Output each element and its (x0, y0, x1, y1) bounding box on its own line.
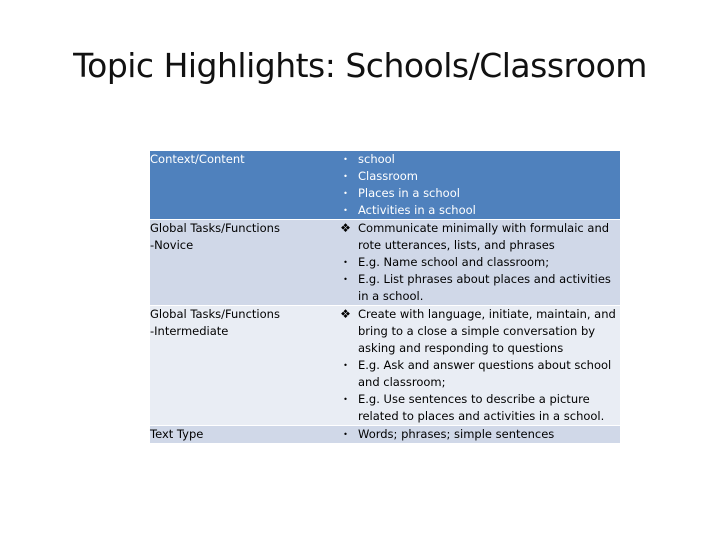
list-item (333, 168, 620, 185)
list-item (333, 185, 620, 202)
list-item (333, 220, 620, 254)
row-label-line: Context/Content (150, 152, 245, 166)
bullet-icon: • (343, 430, 348, 439)
list-item (333, 271, 620, 305)
list-item (333, 151, 620, 168)
row-label-line: Global Tasks/Functions (150, 307, 280, 321)
list-item-text: Create with language, initiate, maintain, and bring to a close a simple conversation by asking and responding to questions (358, 307, 616, 355)
bullet-icon: • (343, 395, 348, 404)
bullet-icon: • (343, 275, 348, 284)
list-item-text: E.g. List phrases about places and activities in a school. (358, 272, 611, 303)
row-items (333, 220, 620, 306)
list-item-text: E.g. Use sentences to describe a picture related to places and activities in a school. (358, 392, 605, 423)
row-label (150, 426, 333, 444)
bullet-icon: • (343, 155, 348, 164)
row-items (333, 306, 620, 426)
bullet-icon: • (343, 258, 348, 267)
slide-title: Topic Highlights: Schools/Classroom (73, 46, 647, 85)
row-label (150, 220, 333, 306)
row-label-line: -Intermediate (150, 324, 229, 338)
list-item (333, 391, 620, 425)
list-item (333, 426, 620, 443)
list-item (333, 357, 620, 391)
row-label-line: -Novice (150, 238, 194, 252)
row-label-line: Global Tasks/Functions (150, 221, 280, 235)
list-item-text: Classroom (358, 169, 419, 183)
bullet-icon: • (343, 361, 348, 370)
row-label (150, 151, 333, 220)
bullet-icon: • (343, 189, 348, 198)
row-items (333, 151, 620, 220)
list-item-text: Activities in a school (358, 203, 476, 217)
table-row-text-type (150, 426, 620, 444)
list-item (333, 306, 620, 357)
diamond-bullet-icon: ❖ (340, 221, 351, 235)
row-label (150, 306, 333, 426)
table-row-intermediate (150, 306, 620, 426)
list-item (333, 254, 620, 271)
row-label-line: Text Type (150, 427, 204, 441)
bullet-icon: • (343, 206, 348, 215)
bullet-icon: • (343, 172, 348, 181)
list-item-text: Words; phrases; simple sentences (358, 427, 555, 441)
list-item-text: school (358, 152, 395, 166)
diamond-bullet-icon: ❖ (340, 307, 351, 321)
row-items (333, 426, 620, 444)
list-item-text: E.g. Name school and classroom; (358, 255, 550, 269)
list-item-text: E.g. Ask and answer questions about school and classroom; (358, 358, 612, 389)
list-item-text: Places in a school (358, 186, 460, 200)
table-row-context-content (150, 151, 620, 220)
topic-table (150, 151, 620, 444)
table-row-novice (150, 220, 620, 306)
list-item (333, 202, 620, 219)
list-item-text: Communicate minimally with formulaic and rote utterances, lists, and phrases (358, 221, 610, 252)
